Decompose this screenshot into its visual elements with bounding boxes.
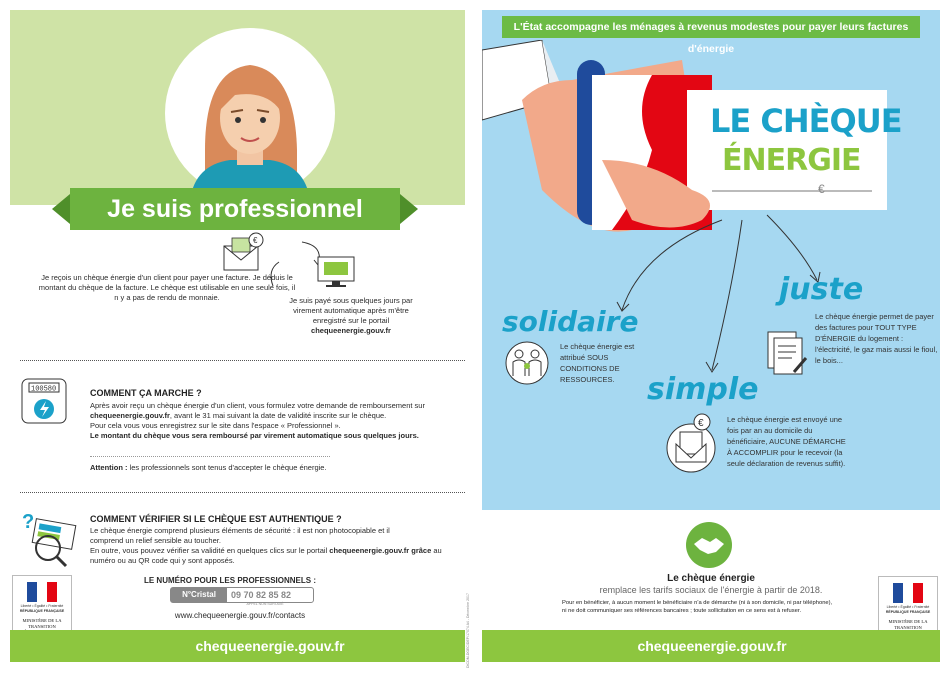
- verify-desc-end: au numéro ou au QR code qui y sont apposés.: [90, 546, 442, 565]
- replace-note-1: Pour en bénéficier, à aucun moment le bénéficiaire n'a de démarche (ni à son domicile, ni par téléphone),: [562, 600, 833, 606]
- french-flag-icon: [893, 583, 923, 603]
- verify-desc: En outre, vous pouvez vérifier sa validité en quelques clics sur le portail: [90, 546, 330, 555]
- phone-number: 09 70 82 85 82: [231, 590, 292, 600]
- svg-text:€: €: [698, 418, 704, 429]
- electric-meter-icon: [20, 377, 70, 427]
- juste-text: Le chèque énergie permet de payer des factures pour TOUT TYPE D'ÉNERGIE du logement : l'électricité, le gaz mais aussi le fioul, le bois...: [815, 312, 938, 365]
- attention-text: les professionnels sont tenus d'accepter le chèque énergie.: [127, 463, 327, 472]
- banner-title: Je suis professionnel: [107, 195, 363, 223]
- meter-value: 100580: [31, 385, 57, 394]
- how-it-works-title: COMMENT ÇA MARCHE ?: [90, 388, 202, 398]
- step1-text: Je reçois un chèque énergie d'un client pour payer une facture. Je déduis le montant du chèque de la facture. Le chèque est utilisable en une seule fois, il n y a pas de rendu de monnaie.: [38, 273, 296, 302]
- logo-republic: RÉPUBLIQUE FRANÇAISE: [19, 609, 65, 613]
- cheque-logo-energie: ÉNERGIE: [722, 143, 861, 178]
- handshake-icon: [684, 520, 734, 570]
- juste-title: juste: [779, 272, 864, 307]
- envelope-letter-icon: [666, 412, 716, 474]
- phone-note: APPEL NON SURTAXÉ: [246, 602, 284, 606]
- attention-label: Attention :: [90, 463, 128, 472]
- logo-motto: Liberté • Égalité • Fraternité: [20, 604, 64, 608]
- verify-text-2: [90, 546, 460, 566]
- solidaire-text: Le chèque énergie est attribué SOUS CONDITIONS DE RESSOURCES.: [560, 342, 635, 384]
- signature-line: [712, 190, 872, 192]
- cristal-label: N°Cristal: [171, 588, 227, 602]
- divider: [20, 492, 465, 493]
- how-text-3: Pour cela vous vous enregistrez sur le site dans l'espace « Professionnel ».: [90, 421, 341, 430]
- verify-portal-link[interactable]: chequeenergie.gouv.fr grâce: [329, 546, 432, 555]
- consumer-panel: [482, 10, 940, 662]
- contacts-link[interactable]: www.chequeenergie.gouv.fr/contacts: [174, 611, 306, 620]
- professional-panel: [10, 10, 470, 668]
- envelope-cheque-icon: [220, 232, 270, 274]
- family-icon: [504, 340, 550, 386]
- invoices-icon: [764, 328, 810, 378]
- right-header: L'État accompagne les ménages à revenus modestes pour payer leurs factures d'énergie: [502, 16, 920, 38]
- replace-note-2: ni ne doit communiquer ses références bancaires ; toute sollicitation en ce sens est à refuser.: [562, 608, 802, 614]
- professional-banner: [70, 188, 400, 230]
- logo-motto: Liberté • Égalité • Fraternité: [886, 605, 930, 609]
- verify-title: COMMENT VÉRIFIER SI LE CHÈQUE EST AUTHENTIQUE ?: [90, 514, 342, 524]
- svg-text:?: ?: [22, 511, 35, 533]
- right-footer-bar: [482, 630, 940, 662]
- logo-ministry: MINISTÈRE DE LA TRANSITION: [22, 618, 62, 629]
- how-portal-link[interactable]: chequeenergie.gouv.fr: [90, 411, 170, 420]
- attention-note: [90, 463, 410, 473]
- print-reference: DICOM-DGEC/DEP/17074 A4 - Décembre 2017: [466, 593, 470, 668]
- cheque-logo-title: [710, 102, 902, 140]
- pro-number-title: LE NUMÉRO POUR LES PROFESSIONNELS :: [143, 576, 316, 585]
- how-text-1: Après avoir reçu un chèque énergie d'un client, vous formulez votre demande de remboursement sur: [90, 401, 425, 410]
- cristal-phone-box[interactable]: [170, 587, 314, 603]
- replace-title: Le chèque énergie: [667, 573, 755, 584]
- simple-title: simple: [647, 372, 759, 407]
- how-it-works-text: [90, 401, 430, 441]
- cheque-word: CHÈQUE: [760, 102, 902, 140]
- professional-woman-illustration: [175, 40, 325, 200]
- magnifier-cheque-icon: [18, 508, 80, 570]
- euro-symbol: €: [818, 182, 825, 196]
- how-text-2: , avant le 31 mai suivant la date de validité inscrite sur le chèque.: [169, 411, 387, 420]
- svg-text:€: €: [253, 236, 258, 245]
- verify-text-1: Le chèque énergie comprend plusieurs éléments de sécurité : il est non photocopiable et il comprend un relief sensible au toucher.: [90, 526, 390, 545]
- divider: [20, 360, 465, 361]
- french-flag-icon: [27, 582, 57, 602]
- solidaire-title: solidaire: [502, 305, 639, 338]
- replace-subtitle: remplace les tarifs sociaux de l'énergie à partir de 2018.: [599, 585, 823, 595]
- cheque-le: LE: [710, 102, 761, 140]
- replace-note: [562, 599, 862, 615]
- logo-republic: RÉPUBLIQUE FRANÇAISE: [885, 610, 931, 614]
- portal-link[interactable]: chequeenergie.gouv.fr: [311, 326, 391, 335]
- computer-screen-icon: [316, 255, 356, 289]
- divider: [90, 456, 330, 457]
- footer-link[interactable]: chequeenergie.gouv.fr: [637, 638, 787, 654]
- how-text-4: Le montant du chèque vous sera remboursé par virement automatique sous quelques jours.: [90, 431, 419, 440]
- left-footer-bar: [10, 630, 465, 662]
- logo-ministry: MINISTÈRE DE LA TRANSITION: [888, 619, 928, 630]
- step2-desc: Je suis payé sous quelques jours par virement automatique après m'être enregistré sur le portail: [289, 296, 413, 325]
- simple-text: Le chèque énergie est envoyé une fois par an au domicile du bénéficiaire, AUCUNE DÉMARCHE À ACCOMPLIR pour le recevoir (la seule déclaration de revenus suffit).: [727, 415, 846, 468]
- step2-text: [285, 296, 417, 336]
- footer-link[interactable]: chequeenergie.gouv.fr: [195, 638, 345, 654]
